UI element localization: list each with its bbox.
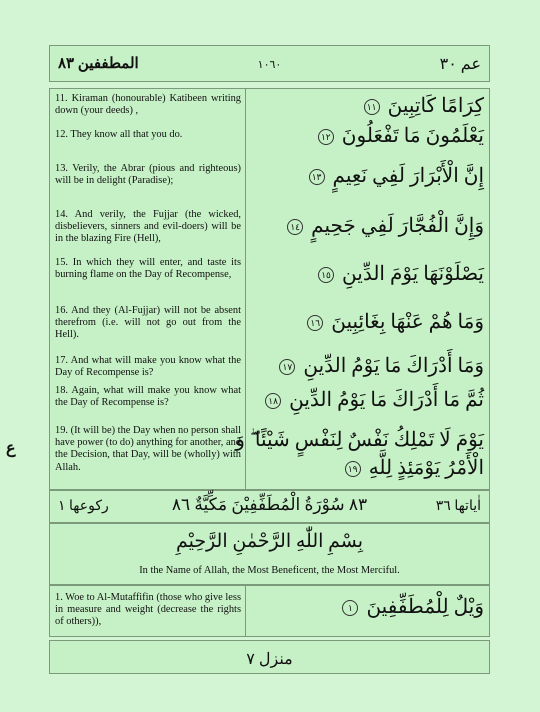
verse-arabic [250, 387, 484, 413]
ruku-count: ركوعها ١ [58, 499, 109, 514]
verse-arabic-text: يَوْمَ لَا تَمْلِكُ نَفْسٌ لِنَفْسٍ شَيْئًا ۖ وَ [235, 429, 484, 451]
verse-one-panel [49, 585, 490, 637]
verse-translation: 16. And they (Al-Fujjar) will not be absent therefrom (i.e. will not go out from the Hell). [55, 305, 241, 341]
verse-translation: 14. And verily, the Fujjar (the wicked, disbelievers, sinners and evil-doers) will be in the blazing Fire (Hell), [55, 209, 241, 245]
verse-arabic-text: ثُمَّ مَا أَدْرَاكَ مَا يَوْمُ الدِّينِ [289, 389, 484, 411]
verse-translation: 1. Woe to Al-Mutaffifin (those who give less in measure and weight (decrease the rights of others)), [55, 592, 241, 628]
verse-arabic-text: كِرَامًا كَاتِبِينَ [387, 95, 484, 117]
verse-arabic-text: إِنَّ الْأَبْرَارَ لَفِي نَعِيمٍ [332, 165, 484, 187]
verse-number-marker: ١٤ [287, 219, 303, 235]
verse-arabic [250, 93, 484, 119]
verse-arabic-text: وَيْلٌ لِلْمُطَفِّفِينَ [366, 596, 484, 618]
surah-title: ٨٣ سُوْرَةُ الْمُطَفِّفِيْنَ مَكِّيَّةٌ ٨٦ [171, 495, 368, 514]
verse-count: اٰياتها ٣٦ [435, 499, 481, 514]
verse-number-marker: ١٩ [345, 461, 361, 477]
verses-panel [49, 88, 490, 490]
verse-arabic-continued [250, 455, 484, 481]
verse-translation: 12. They know all that you do. [55, 129, 183, 140]
verse-number-marker: ١٨ [265, 393, 281, 409]
bismillah-panel [49, 523, 490, 585]
surah-header [49, 490, 490, 523]
verse-arabic [250, 594, 484, 620]
page-header [49, 45, 490, 82]
verse-arabic-text: وَمَا أَدْرَاكَ مَا يَوْمُ الدِّينِ [303, 355, 484, 377]
ruku-marker: ع [6, 440, 16, 457]
verse-number-marker: ١٥ [318, 267, 334, 283]
bismillah-arabic: بِسْمِ اللّٰهِ الرَّحْمٰنِ الرَّحِيْمِ [175, 531, 364, 552]
verse-translation: 15. In which they will enter, and taste its burning flame on the Day of Recompense, [55, 257, 241, 281]
verse-arabic-text: يَعْلَمُونَ مَا تَفْعَلُونَ [341, 125, 484, 147]
page-footer [49, 640, 490, 674]
verse-arabic-text: يَصْلَوْنَهَا يَوْمَ الدِّينِ [342, 263, 484, 285]
verse-number-marker: ١٧ [279, 359, 295, 375]
header-juz: عم ٣٠ [439, 56, 481, 73]
verse-arabic [235, 427, 484, 453]
verse-arabic [250, 213, 484, 239]
verse-translation: 17. And what will make you know what the Day of Recompense is? [55, 355, 241, 379]
verse-arabic [250, 353, 484, 379]
verse-arabic [250, 163, 484, 189]
verse-arabic-text: وَمَا هُمْ عَنْهَا بِغَائِبِينَ [331, 311, 484, 333]
verse-number-marker: ١١ [364, 99, 380, 115]
header-surah-name: المطففين ٨٣ [58, 56, 139, 72]
bismillah-translation: In the Name of Allah, the Most Beneficent, the Most Merciful. [139, 565, 400, 576]
verse-arabic [250, 261, 484, 287]
verse-arabic [250, 309, 484, 335]
verse-arabic-text: الْأَمْرُ يَوْمَئِذٍ لِلَّهِ [368, 457, 484, 479]
verse-translation: 19. (It will be) the Day when no person shall have power (to do) anything for another, and the Decision, that Day, will be (wholly) with Allah. [55, 425, 241, 473]
verse-number-marker: ١٢ [318, 129, 334, 145]
verse-translation: 18. Again, what will make you know what the Day of Recompense is? [55, 385, 241, 409]
verse-translation: 13. Verily, the Abrar (pious and righteous) will be in delight (Paradise); [55, 163, 241, 187]
verse-number-marker: ١٣ [309, 169, 325, 185]
verse-arabic [250, 123, 484, 149]
manzil-label: منزل ٧ [246, 651, 293, 668]
verse-arabic-text: وَإِنَّ الْفُجَّارَ لَفِي جَحِيمٍ [311, 215, 484, 237]
column-divider [245, 586, 246, 636]
header-page-number: ١٠٦٠ [257, 59, 282, 71]
verse-translation: 11. Kiraman (honourable) Katibeen writing down (your deeds) , [55, 93, 241, 117]
verse-number-marker: ١٦ [307, 315, 323, 331]
verse-number-marker: ١ [342, 600, 358, 616]
